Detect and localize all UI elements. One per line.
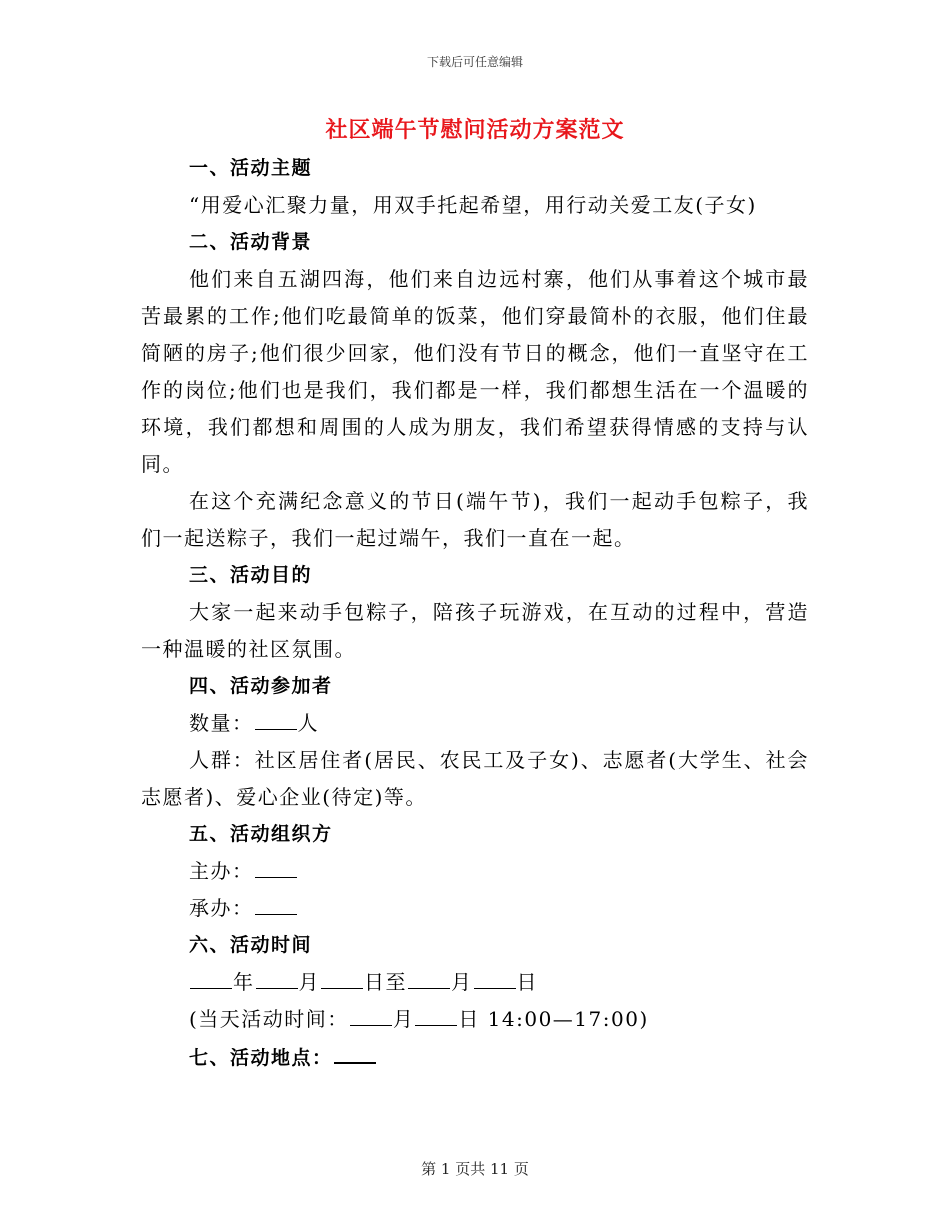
month2-label: 月 — [451, 970, 473, 994]
purpose-line-2: 一种温暖的社区氛围。 — [141, 637, 356, 661]
section-heading-participants: 四、活动参加者 — [189, 675, 333, 697]
month-label: 月 — [298, 970, 320, 994]
day-to-label: 日至 — [364, 970, 407, 994]
day-time-hours: 日 14:00—17:00) — [458, 1007, 649, 1031]
organizer-label: 承办： — [189, 896, 254, 920]
background-p2-line-2: 们一起送粽子，我们一起过端午，我们一直在一起。 — [141, 526, 636, 550]
section-heading-purpose: 三、活动目的 — [189, 564, 313, 586]
participant-people-line-2: 志愿者)、爱心企业(待定)等。 — [141, 785, 427, 809]
section-heading-theme: 一、活动主题 — [189, 157, 313, 179]
count-blank — [255, 705, 297, 730]
host-line — [141, 853, 809, 890]
day-time-prefix: (当天活动时间： — [189, 1007, 349, 1031]
section-heading-location — [141, 1038, 809, 1075]
host-label: 主办： — [189, 859, 254, 883]
background-line-5: 环境，我们都想和周围的人成为朋友，我们希望获得情感的支持与认 — [141, 415, 809, 439]
document-title: 社区端午节慰问活动方案范文 — [325, 117, 625, 143]
year-label: 年 — [233, 970, 255, 994]
background-p2-line-1: 在这个充满纪念意义的节日(端午节)，我们一起动手包粽子，我 — [189, 489, 809, 513]
participant-count — [141, 705, 809, 742]
year-blank — [190, 964, 232, 989]
day2-blank — [474, 964, 516, 989]
date-range-line — [141, 964, 809, 1001]
section-heading-organizers: 五、活动组织方 — [189, 823, 333, 845]
background-line-3: 简陋的房子;他们很少回家，他们没有节日的概念，他们一直坚守在工 — [141, 341, 809, 365]
organizer-blank — [255, 890, 297, 915]
location-label: 七、活动地点： — [189, 1047, 333, 1069]
day-blank — [321, 964, 363, 989]
day-time-month-blank — [350, 1001, 392, 1026]
header-note: 下载后可任意编辑 — [426, 55, 523, 69]
background-line-1: 他们来自五湖四海，他们来自边远村寨，他们从事着这个城市最 — [189, 267, 809, 291]
host-blank — [255, 853, 297, 878]
organizer-line — [141, 890, 809, 927]
count-unit: 人 — [297, 711, 319, 735]
theme-text: “用爱心汇聚力量，用双手托起希望，用行动关爱工友(子女) — [189, 193, 757, 217]
day-time-line — [141, 1001, 809, 1038]
background-line-2: 苦最累的工作;他们吃最简单的饭菜，他们穿最简朴的衣服，他们住最 — [141, 304, 809, 328]
day-time-day-blank — [415, 1001, 457, 1026]
participant-people-line-1: 人群：社区居住者(居民、农民工及子女)、志愿者(大学生、社会 — [189, 748, 809, 772]
purpose-line-1: 大家一起来动手包粽子，陪孩子玩游戏，在互动的过程中，营造 — [189, 600, 809, 624]
count-label: 数量： — [189, 711, 254, 735]
document-body — [141, 150, 809, 1075]
section-heading-time: 六、活动时间 — [189, 934, 313, 956]
day-time-month: 月 — [392, 1007, 415, 1031]
background-line-4: 作的岗位;他们也是我们，我们都是一样，我们都想生活在一个温暖的 — [141, 378, 809, 402]
location-blank — [334, 1038, 376, 1064]
month2-blank — [408, 964, 450, 989]
day2-label: 日 — [516, 970, 538, 994]
page-footer: 第 1 页共 11 页 — [421, 1160, 529, 1178]
background-line-6: 同。 — [141, 452, 184, 476]
section-heading-background: 二、活动背景 — [189, 231, 313, 253]
month-blank — [256, 964, 298, 989]
